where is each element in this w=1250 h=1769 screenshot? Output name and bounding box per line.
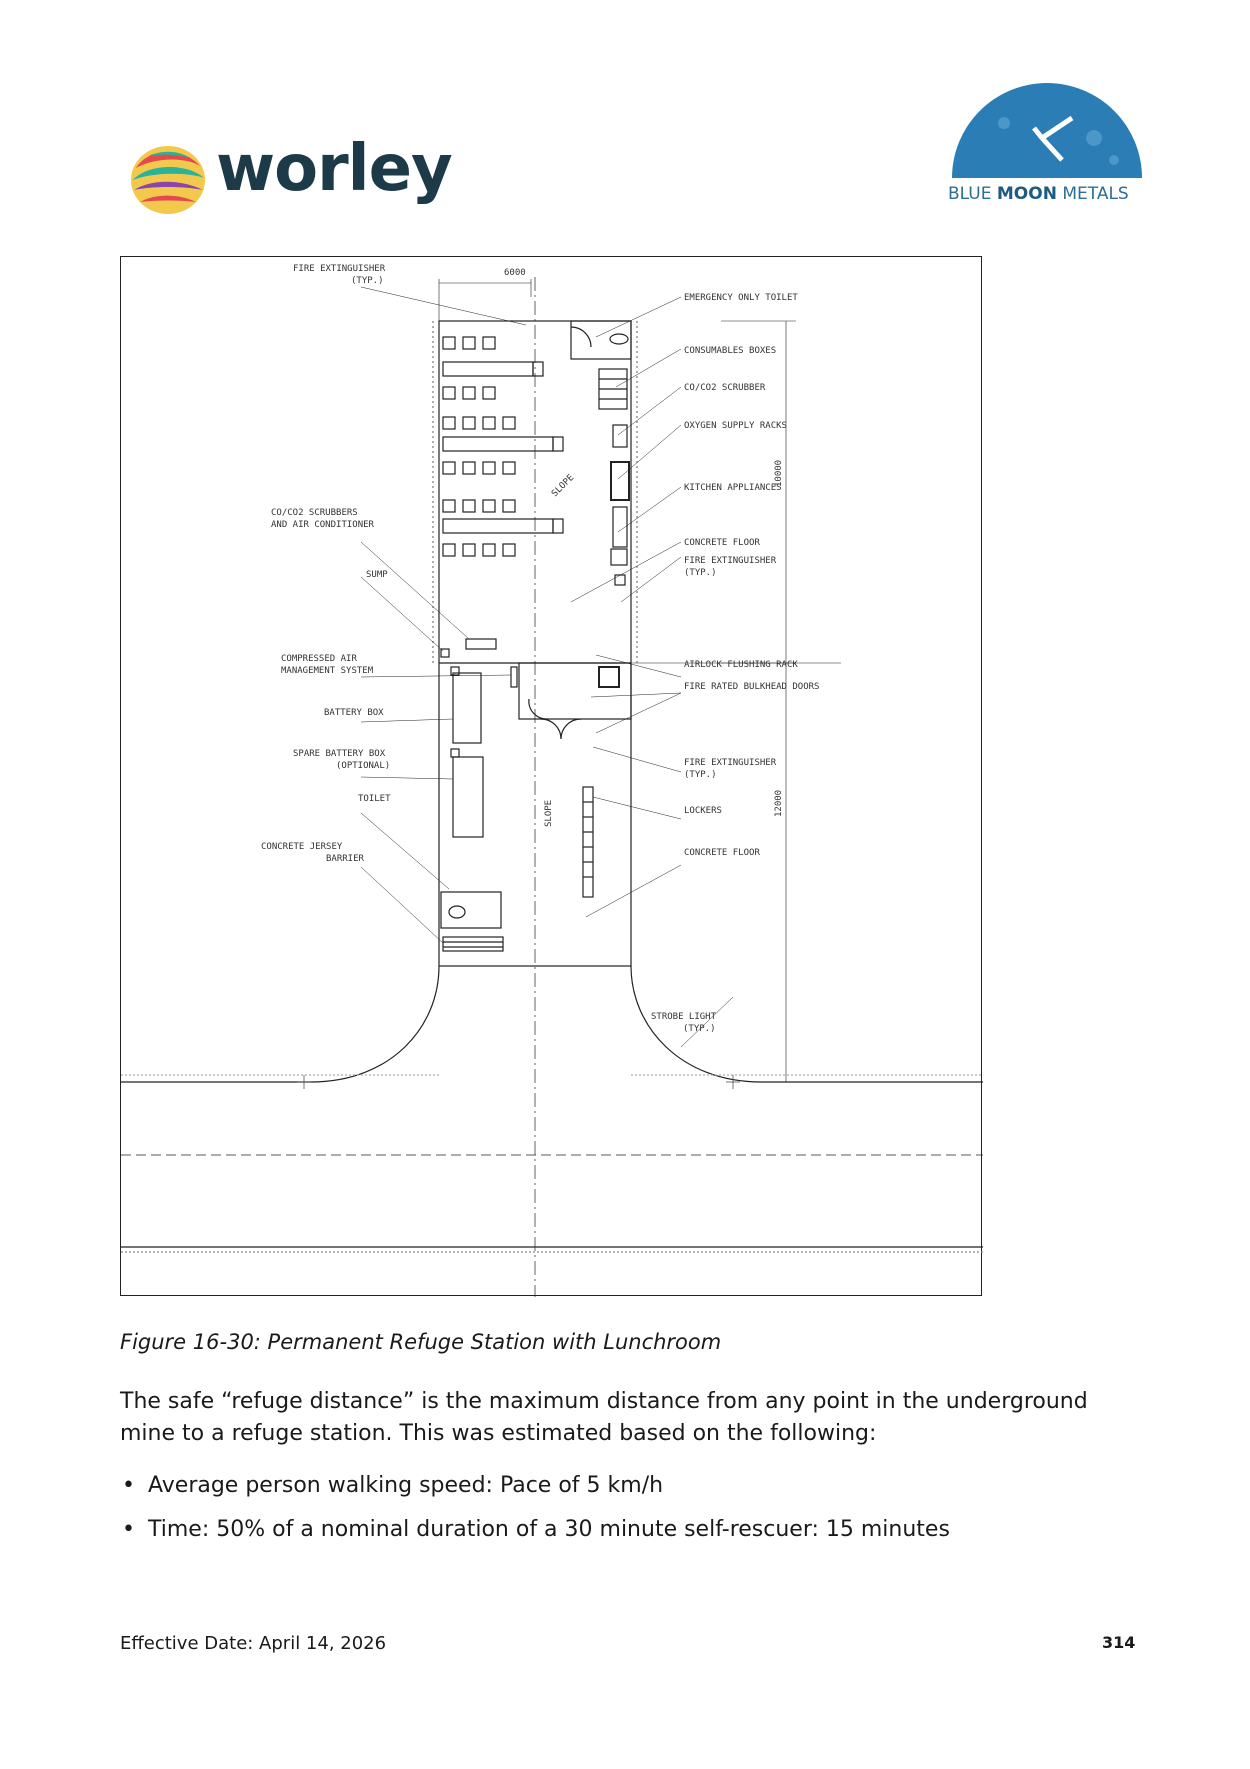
label-jersey-2: BARRIER <box>326 854 364 864</box>
label-fire-extinguisher-top-typ: (TYP.) <box>351 276 384 286</box>
moon-icon <box>944 78 1149 188</box>
bullet-icon: • <box>122 1473 135 1498</box>
slope-label-upper: SLOPE <box>550 472 577 500</box>
label-toilet: TOILET <box>358 794 391 804</box>
effective-date: Effective Date: April 14, 2026 <box>120 1633 387 1654</box>
label-scrubbers-ac-1: CO/CO2 SCRUBBERS <box>271 508 358 518</box>
label-fire-extinguisher-top: FIRE EXTINGUISHER <box>293 264 386 274</box>
label-bulkhead: FIRE RATED BULKHEAD DOORS <box>684 682 820 692</box>
label-concrete-floor-2: CONCRETE FLOOR <box>684 848 760 858</box>
label-consumables: CONSUMABLES BOXES <box>684 346 777 356</box>
label-jersey-1: CONCRETE JERSEY <box>261 842 343 852</box>
figure-caption: Figure 16-30: Permanent Refuge Station with Lunchroom <box>120 1330 722 1354</box>
blue-moon-metals-logo <box>944 78 1149 208</box>
floor-plan-svg <box>121 257 983 1297</box>
lunch-tables <box>443 337 563 556</box>
dim-upper: 10000 <box>774 459 784 487</box>
label-scrubbers-ac-2: AND AIR CONDITIONER <box>271 520 374 530</box>
label-emergency-toilet: EMERGENCY ONLY TOILET <box>684 293 798 303</box>
refuge-station-floor-plan <box>120 256 982 1296</box>
bullet-list <box>120 1470 1120 1558</box>
label-compressed-air-2: MANAGEMENT SYSTEM <box>281 666 374 676</box>
label-fire-extinguisher-lower-typ: (TYP.) <box>684 770 717 780</box>
label-concrete-floor-1: CONCRETE FLOOR <box>684 538 760 548</box>
body-paragraph: The safe “refuge distance” is the maximum distance from any point in the underground mine to a refuge station. This was estimated based on the following: <box>120 1389 1088 1446</box>
label-scrubber: CO/CO2 SCRUBBER <box>684 383 766 393</box>
label-fire-extinguisher-right: FIRE EXTINGUISHER <box>684 556 777 566</box>
label-compressed-air-1: COMPRESSED AIR <box>281 654 357 664</box>
label-spare-battery-2: (OPTIONAL) <box>336 761 391 771</box>
label-battery: BATTERY BOX <box>324 708 384 718</box>
label-sump: SUMP <box>366 570 388 580</box>
label-fire-extinguisher-right-typ: (TYP.) <box>684 568 717 578</box>
worley-swirl-icon <box>128 138 208 218</box>
dim-lower: 12000 <box>774 789 784 817</box>
label-spare-battery-1: SPARE BATTERY BOX <box>293 749 386 759</box>
label-fire-extinguisher-lower: FIRE EXTINGUISHER <box>684 758 777 768</box>
worley-logo <box>128 132 458 228</box>
list-item: • Average person walking speed: Pace of 5 km/h <box>120 1470 1120 1514</box>
dim-width: 6000 <box>504 268 526 278</box>
label-oxygen: OXYGEN SUPPLY RACKS <box>684 421 787 431</box>
slope-label-lower: SLOPE <box>544 799 554 827</box>
label-airlock: AIRLOCK FLUSHING RACK <box>684 660 798 670</box>
page-number: 314 <box>1102 1633 1136 1652</box>
worley-wordmark: worley <box>216 132 452 206</box>
list-item: • Time: 50% of a nominal duration of a 30 minute self-rescuer: 15 minutes <box>120 1514 1120 1558</box>
label-lockers: LOCKERS <box>684 806 722 816</box>
blue-moon-metals-text: BLUE MOON METALS <box>948 184 1129 204</box>
label-strobe-2: (TYP.) <box>683 1024 716 1034</box>
label-strobe-1: STROBE LIGHT <box>651 1012 717 1022</box>
bullet-icon: • <box>122 1517 135 1542</box>
label-kitchen: KITCHEN APPLIANCES <box>684 483 782 493</box>
